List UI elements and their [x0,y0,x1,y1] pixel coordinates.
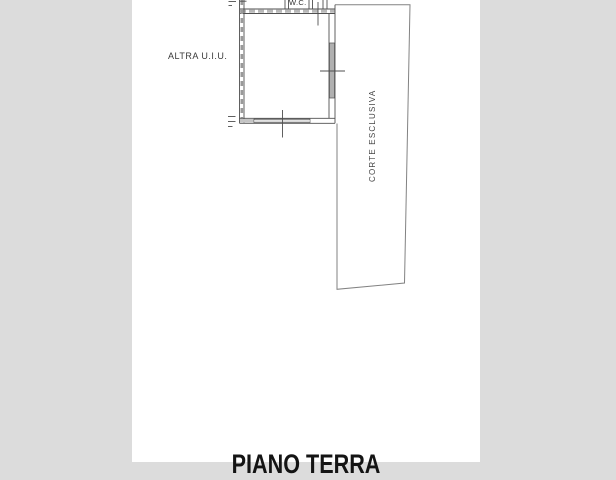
floor-title-text: PIANO TERRA [231,449,381,479]
room-top-wall [240,9,335,14]
label-wc: W.C. [289,0,307,7]
room-right-wall [320,5,345,124]
window-right [329,43,334,98]
floor-title [132,449,480,480]
label-adjacent-unit: ALTRA U.I.U. [168,51,228,61]
plan-sheet [132,0,480,479]
room-left-wall-dashed [240,0,245,123]
label-exclusive-court: CORTE ESCLUSIVA [368,89,377,182]
room-bottom-wall [240,110,336,138]
floorplan-drawing [132,0,480,462]
